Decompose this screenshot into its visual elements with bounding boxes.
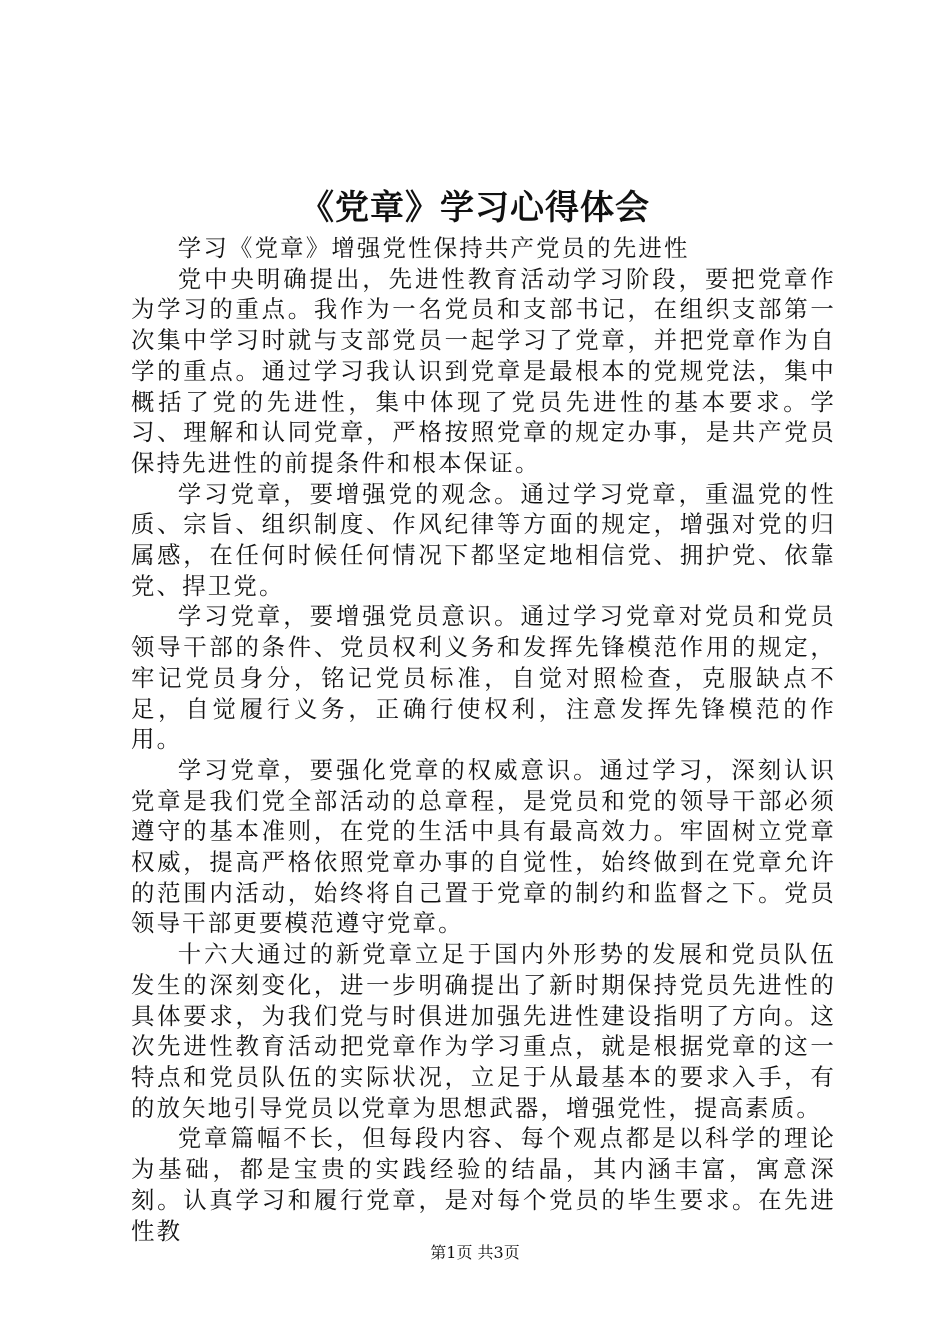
paragraph: 学习党章，要强化党章的权威意识。通过学习，深刻认识党章是我们党全部活动的总章程，是党员和党的领导干部必须遵守的基本准则，在党的生活中具有最高效力。牢固树立党章权威，提高严格依照党章办事的自觉性，始终做到在党章允许的范围内活动，始终将自己置于党章的制约和监督之下。党员领导干部更要模范遵守党章。 [131, 755, 836, 938]
paragraph: 党中央明确提出，先进性教育活动学习阶段，要把党章作为学习的重点。我作为一名党员和支部书记，在组织支部第一次集中学习时就与支部党员一起学习了党章，并把党章作为自学的重点。通过学习我认识到党章是最根本的党规党法，集中概括了党的先进性，集中体现了党员先进性的基本要求。学习、理解和认同党章，严格按照党章的规定办事，是共产党员保持先进性的前提条件和根本保证。 [131, 264, 836, 477]
document-body [131, 233, 836, 1246]
paragraph: 学习党章，要增强党的观念。通过学习党章，重温党的性质、宗旨、组织制度、作风纪律等方面的规定，增强对党的归属感，在任何时候任何情况下都坚定地相信党、拥护党、依靠党、捍卫党。 [131, 479, 836, 600]
document-title: 《党章》学习心得体会 [300, 188, 650, 228]
paragraph: 学习党章，要增强党员意识。通过学习党章对党员和党员领导干部的条件、党员权利义务和发挥先锋模范作用的规定，牢记党员身分，铭记党员标准，自觉对照检查，克服缺点不足，自觉履行义务，正确行使权利，注意发挥先锋模范的作用。 [131, 602, 836, 754]
paragraph-subtitle: 学习《党章》增强党性保持共产党员的先进性 [177, 234, 690, 262]
paragraph: 十六大通过的新党章立足于国内外形势的发展和党员队伍发生的深刻变化，进一步明确提出了新时期保持党员先进性的具体要求，为我们党与时俱进加强先进性建设指明了方向。这次先进性教育活动把党章作为学习重点，就是根据党章的这一特点和党员队伍的实际状况，立足于从最基本的要求入手，有的放矢地引导党员以党章为思想武器，增强党性，提高素质。 [131, 940, 836, 1122]
paragraph: 党章篇幅不长，但每段内容、每个观点都是以科学的理论为基础，都是宝贵的实践经验的结晶，其内涵丰富，寓意深刻。认真学习和履行党章，是对每个党员的毕生要求。在先进性教 [131, 1124, 836, 1245]
page-footer: 第1页 共3页 [430, 1243, 520, 1262]
